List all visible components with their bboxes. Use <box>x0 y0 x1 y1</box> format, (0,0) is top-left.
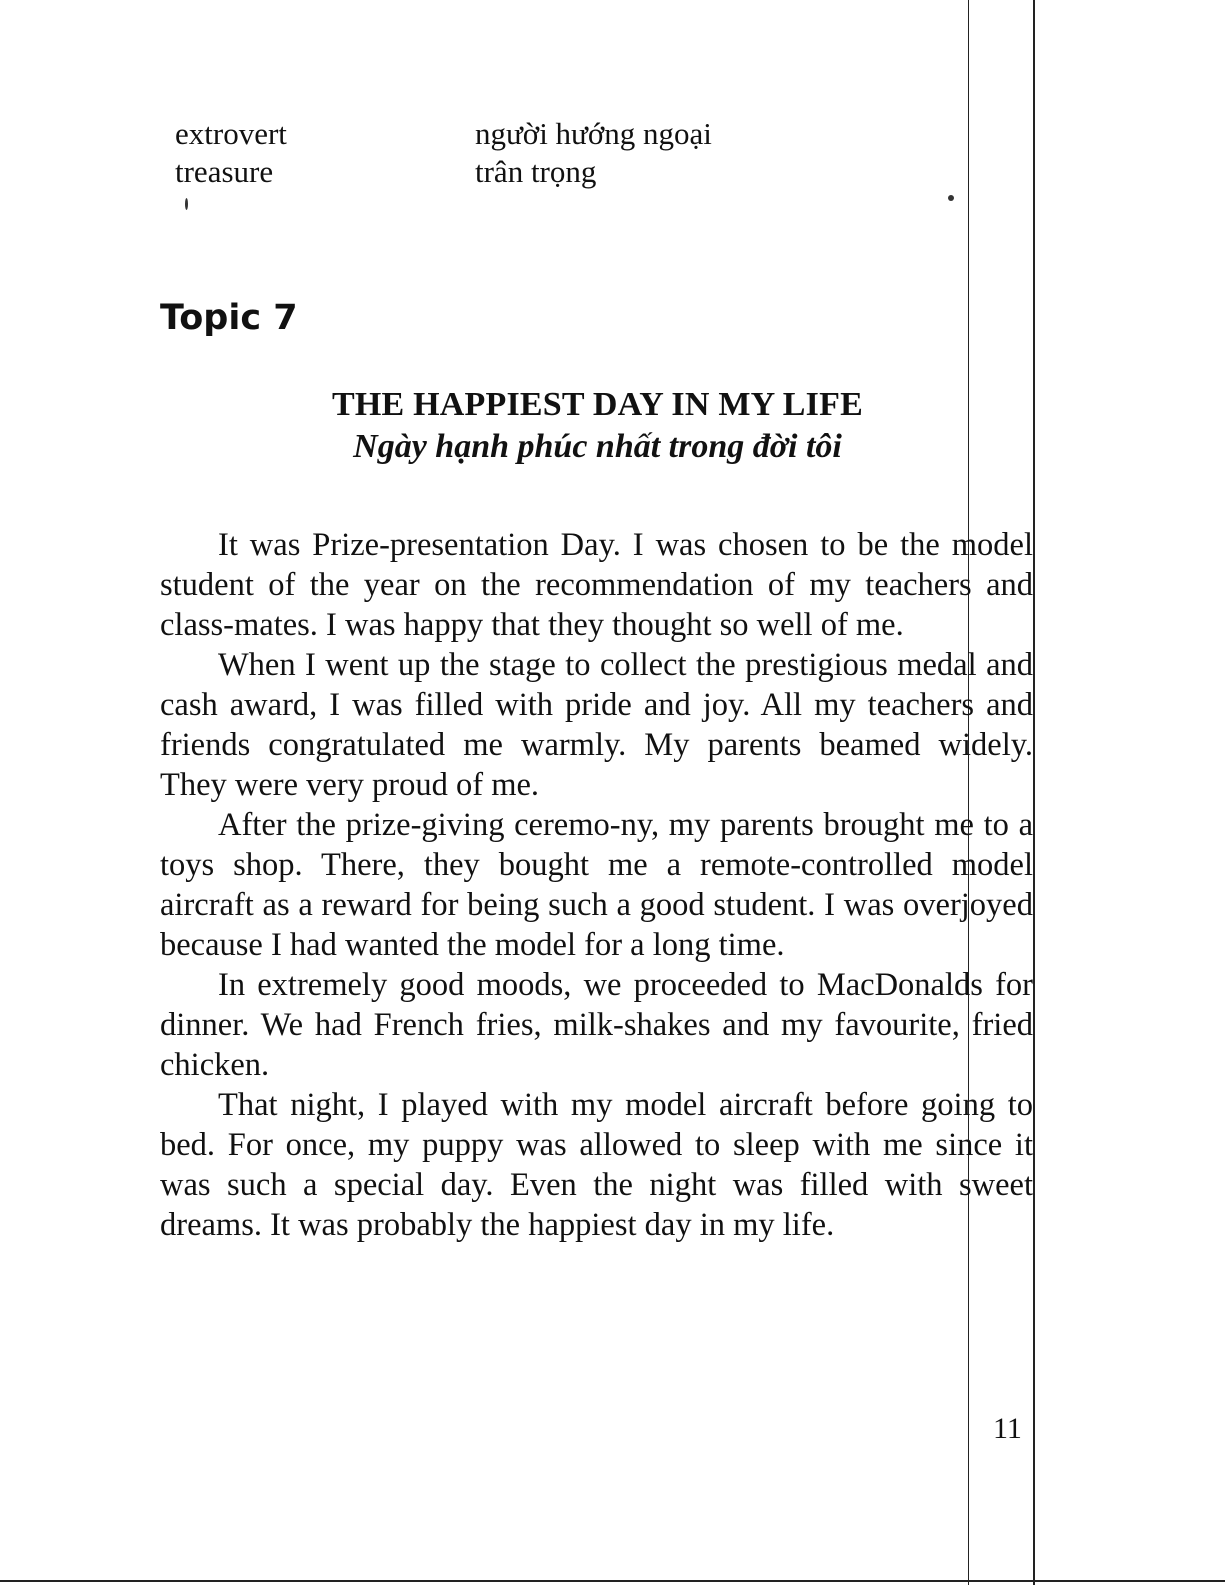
paragraph: When I went up the stage to collect the prestigious medal and cash award, I was filled with pride and joy. All my teachers and friends congratulated me warmly. My parents beamed widely. They were very proud of me. <box>160 647 1033 803</box>
vocabulary-word: extrovert <box>175 116 287 151</box>
vocabulary-list <box>175 115 712 191</box>
scan-bottom-line <box>0 1580 1225 1582</box>
title-vietnamese: Ngày hạnh phúc nhất trong đời tôi <box>353 428 842 465</box>
vocabulary-row <box>175 115 712 153</box>
vocabulary-row <box>175 153 712 191</box>
vocabulary-meaning: trân trọng <box>475 154 597 189</box>
scan-speck <box>185 198 188 210</box>
essay-body <box>160 525 1033 1245</box>
scan-speck <box>948 195 954 201</box>
paragraph: That night, I played with my model aircraft before going to bed. For once, my puppy was allowed to sleep with me since it was such a special day. Even the night was filled with sweet dreams. It was probably the happiest day in my life. <box>160 1087 1033 1243</box>
vocabulary-meaning: người hướng ngoại <box>475 116 712 151</box>
paragraph: It was Prize-presentation Day. I was chosen to be the model student of the year on the recommendation of my teachers and class-mates. I was happy that they thought so well of me. <box>160 527 1033 643</box>
topic-heading: Topic 7 <box>160 298 298 338</box>
essay-title <box>0 385 1195 469</box>
vocabulary-word: treasure <box>175 154 274 189</box>
title-english: THE HAPPIEST DAY IN MY LIFE <box>332 386 863 423</box>
paragraph: After the prize-giving ceremo-ny, my parents brought me to a toys shop. There, they bought me a remote-controlled model aircraft as a reward for being such a good student. I was overjoyed because I had wanted the model for a long time. <box>160 807 1033 963</box>
scan-rule-line <box>1033 0 1035 1585</box>
page-number: 11 <box>993 1412 1022 1445</box>
paragraph: In extremely good moods, we proceeded to MacDonalds for dinner. We had French fries, milk-shakes and my favourite, fried chicken. <box>160 967 1033 1083</box>
